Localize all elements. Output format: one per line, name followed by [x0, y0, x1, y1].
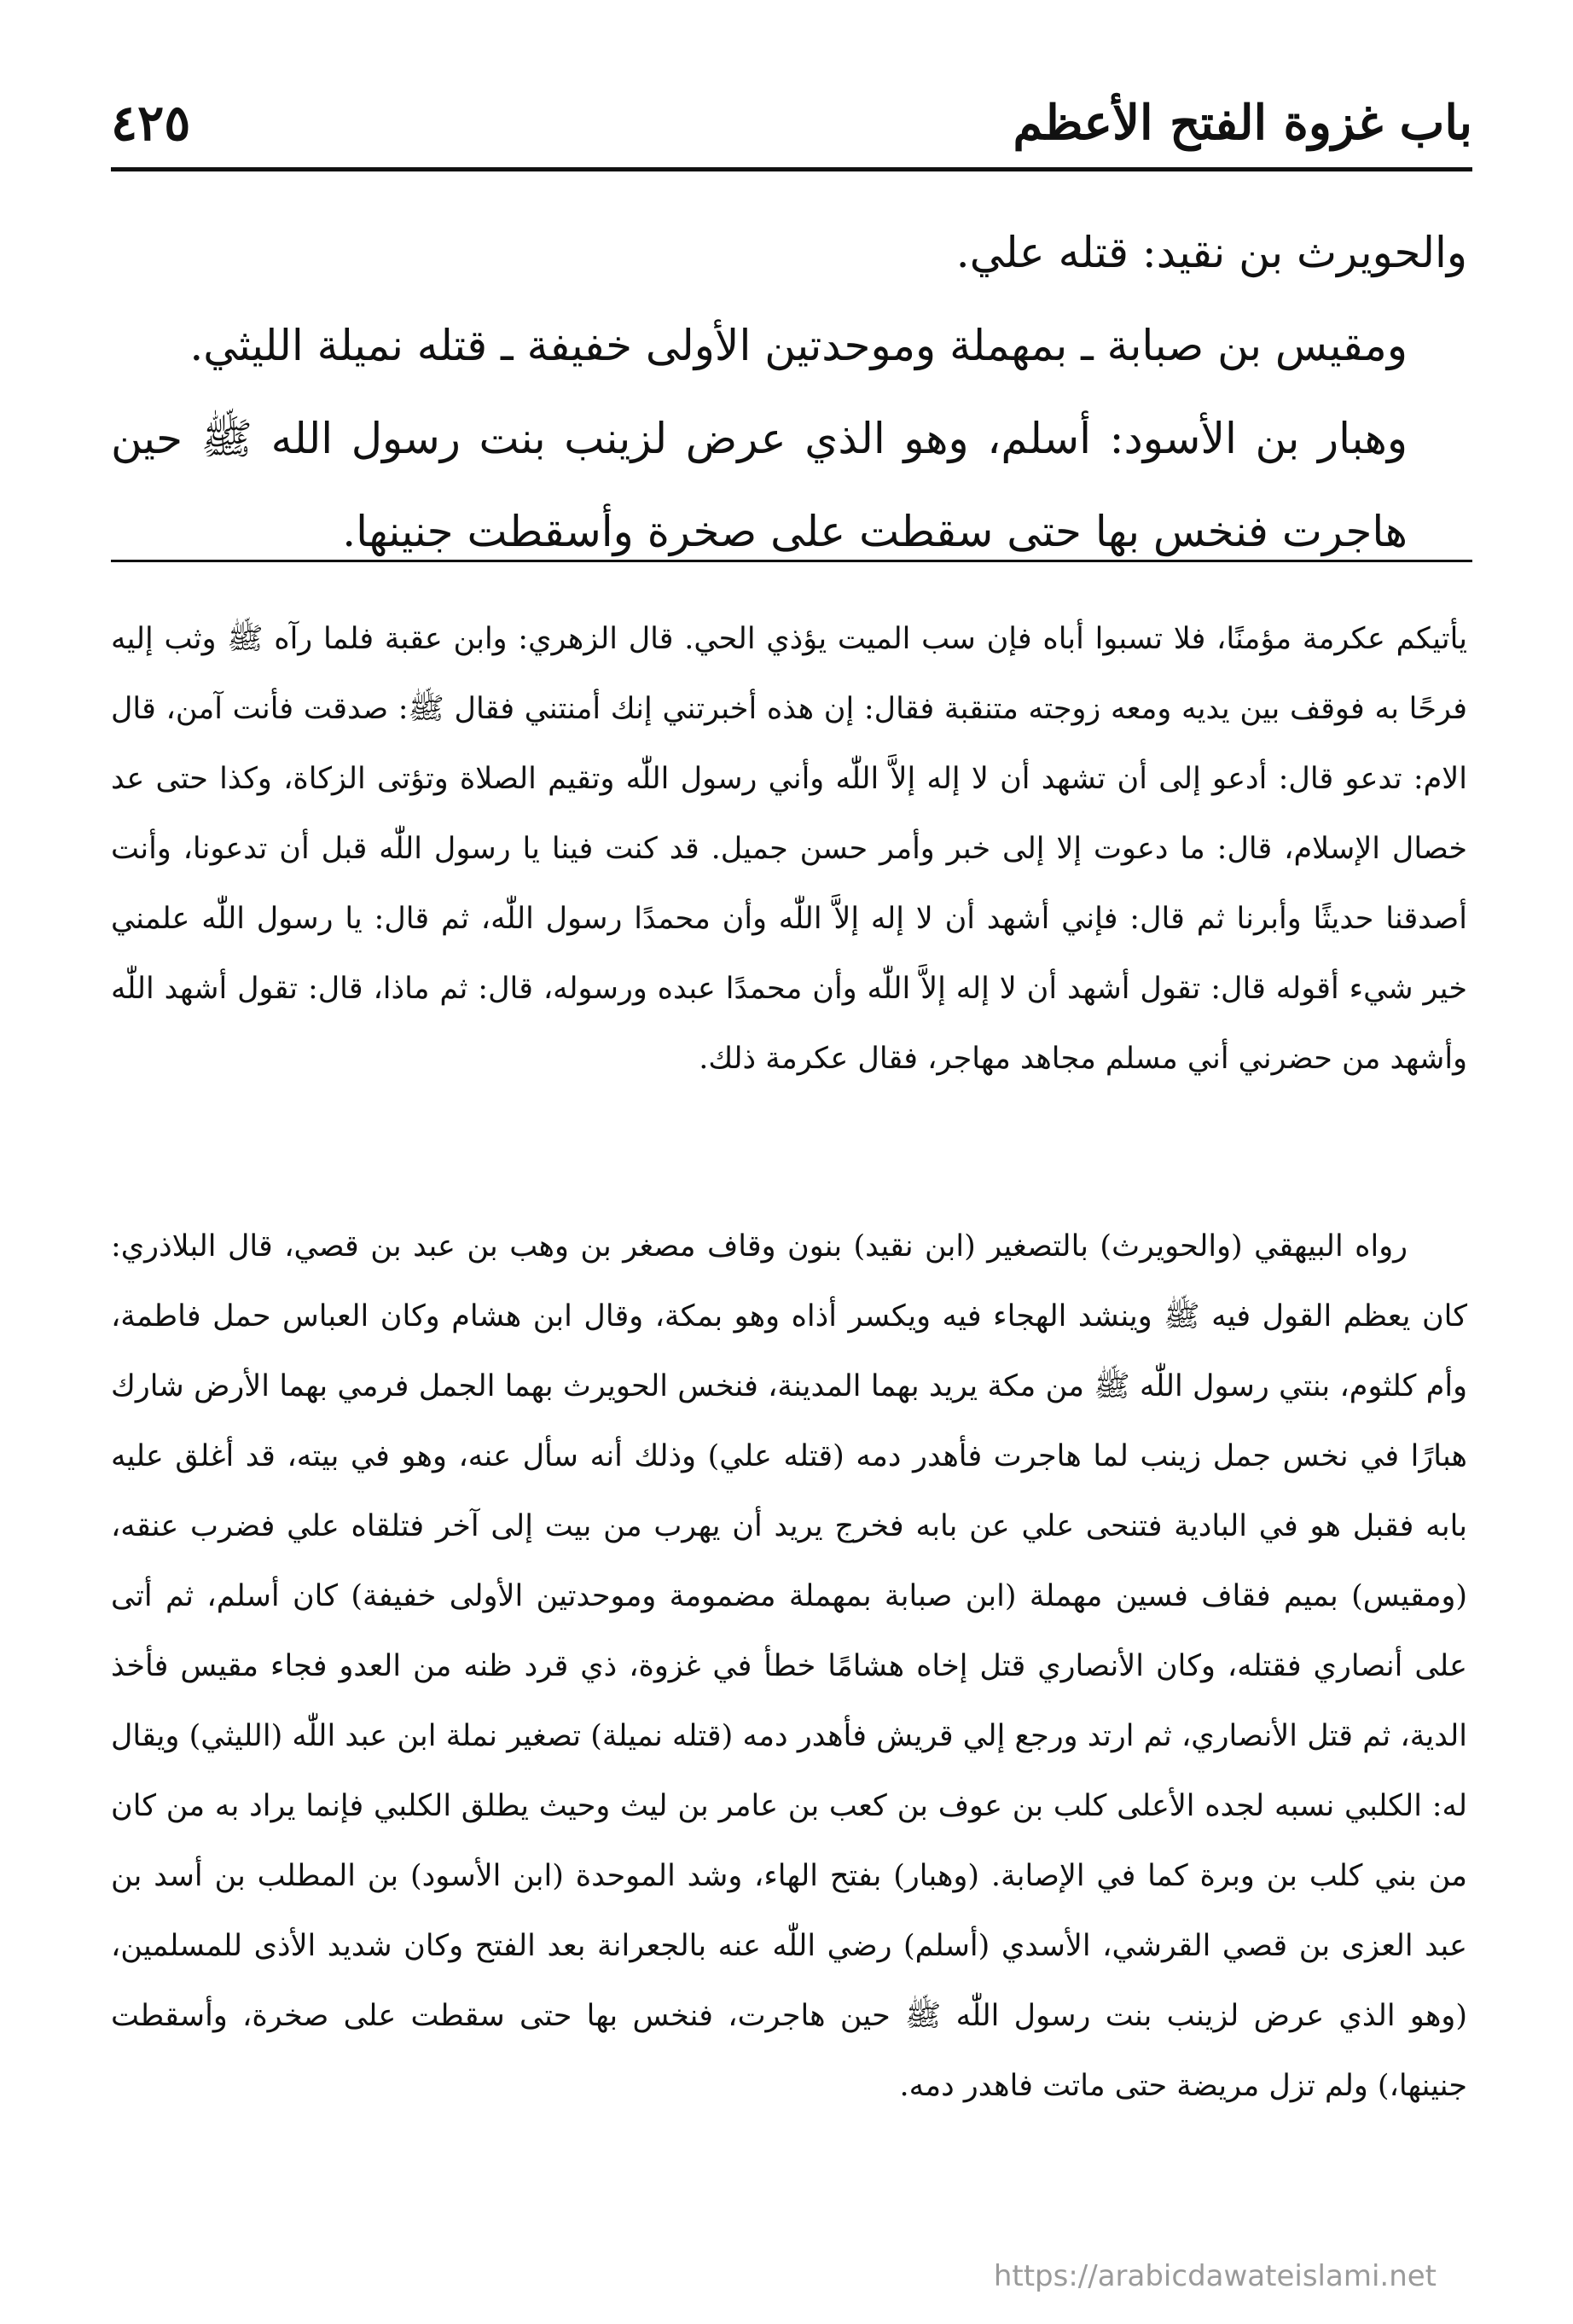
main-text	[111, 206, 1467, 578]
section-divider	[111, 560, 1472, 562]
commentary-top	[111, 604, 1467, 1094]
main-text-line: وهبار بن الأسود: أسلم، وهو الذي عرض لزينب بنت رسول الله ﷺ حين هاجرت فنخس بها حتى سقطت على صخرة وأسقطت جنينها.	[111, 414, 1408, 556]
running-title: باب غزوة الفتح الأعظم	[1013, 95, 1472, 151]
main-text-line: ومقيس بن صبابة ـ بمهملة وموحدتين الأولى خفيفة ـ قتله نميلة الليثي.	[189, 321, 1408, 370]
commentary-paragraph: يأتيكم عكرمة مؤمنًا، فلا تسبوا أباه فإن سب الميت يؤذي الحي. قال الزهري: وابن عقبة فلما رآه ﷺ وثب إليه فرحًا به فوقف بين يديه ومعه زوجته متنقبة فقال: إن هذه أخبرتني إنك أمنتني فقال ﷺ: صدقت فأنت آمن، قال الام: تدعو قال: أدعو إلى أن تشهد أن لا إله إلاَّ اللّٰه وأني رسول اللّٰه وتقيم الصلاة وتؤتى الزكاة، وكذا حتى عد خصال الإسلام، قال: ما دعوت إلا إلى خبر وأمر حسن جميل. قد كنت فينا يا رسول اللّٰه قبل أن تدعونا، وأنت أصدقنا حديثًا وأبرنا ثم قال: فإني أشهد أن لا إله إلاَّ اللّٰه وأن محمدًا رسول اللّٰه، ثم قال: يا رسول اللّٰه علمني خير شيء أقوله قال: تقول أشهد أن لا إله إلاَّ اللّٰه وأن محمدًا عبده ورسوله، قال: ثم ماذا، قال: تقول أشهد اللّٰه وأشهد من حضرني أني مسلم مجاهد مهاجر، فقال عكرمة ذلك.	[111, 622, 1467, 1076]
header-rule	[111, 167, 1472, 171]
commentary-main	[111, 1211, 1467, 2121]
commentary-paragraph: رواه البيهقي (والحويرث) بالتصغير (ابن نقيد) بنون وقاف مصغر بن وهب بن عبد بن قصي، قال البلاذري: كان يعظم القول فيه ﷺ وينشد الهجاء فيه ويكسر أذاه وهو بمكة، وقال ابن هشام وكان العباس حمل فاطمة، وأم كلثوم، بنتي رسول اللّٰه ﷺ من مكة يريد بهما المدينة، فنخس الحويرث بهما الجمل فرمي بهما الأرض شارك هبارًا في نخس جمل زينب لما هاجرت فأهدر دمه (قتله علي) وذلك أنه سأل عنه، وهو في بيته، قد أغلق عليه بابه فقبل هو في البادية فتنحى علي عن بابه فخرج يريد أن يهرب من بيت إلى آخر فتلقاه علي فضرب عنقه، (ومقيس) بميم فقاف فسين مهملة (ابن صبابة بمهملة مضمومة وموحدتين الأولى خفيفة) كان أسلم، ثم أتى على أنصاري فقتله، وكان الأنصاري قتل إخاه هشامًا خطأ في غزوة، ذي قرد ظنه من العدو فجاء مقيس فأخذ الدية، ثم قتل الأنصاري، ثم ارتد ورجع إلي قريش فأهدر دمه (قتله نميلة) تصغير نملة ابن عبد اللّٰه (الليثي) ويقال له: الكلبي نسبه لجده الأعلى كلب بن عوف بن كعب بن عامر بن ليث وحيث يطلق الكلبي فإنما يراد به من كان من بني كلب بن وبرة كما في الإصابة. (وهبار) بفتح الهاء، وشد الموحدة (ابن الأسود) بن المطلب بن أسد بن عبد العزى بن قصي القرشي، الأسدي (أسلم) رضي اللّٰه عنه بالجعرانة بعد الفتح وكان شديد الأذى للمسلمين، (وهو الذي عرض لزينب بنت رسول اللّٰه ﷺ حين هاجرت، فنخس بها حتى سقطت على صخرة، وأسقطت جنينها،) ولم تزل مريضة حتى ماتت فاهدر دمه.	[111, 1229, 1468, 2103]
watermark: https://arabicdawateislami.net	[993, 2259, 1437, 2293]
page-number: ٤٢٥	[111, 94, 191, 152]
page-header	[111, 82, 1472, 164]
main-text-line: والحويرث بن نقيد: قتله علي.	[955, 228, 1467, 277]
